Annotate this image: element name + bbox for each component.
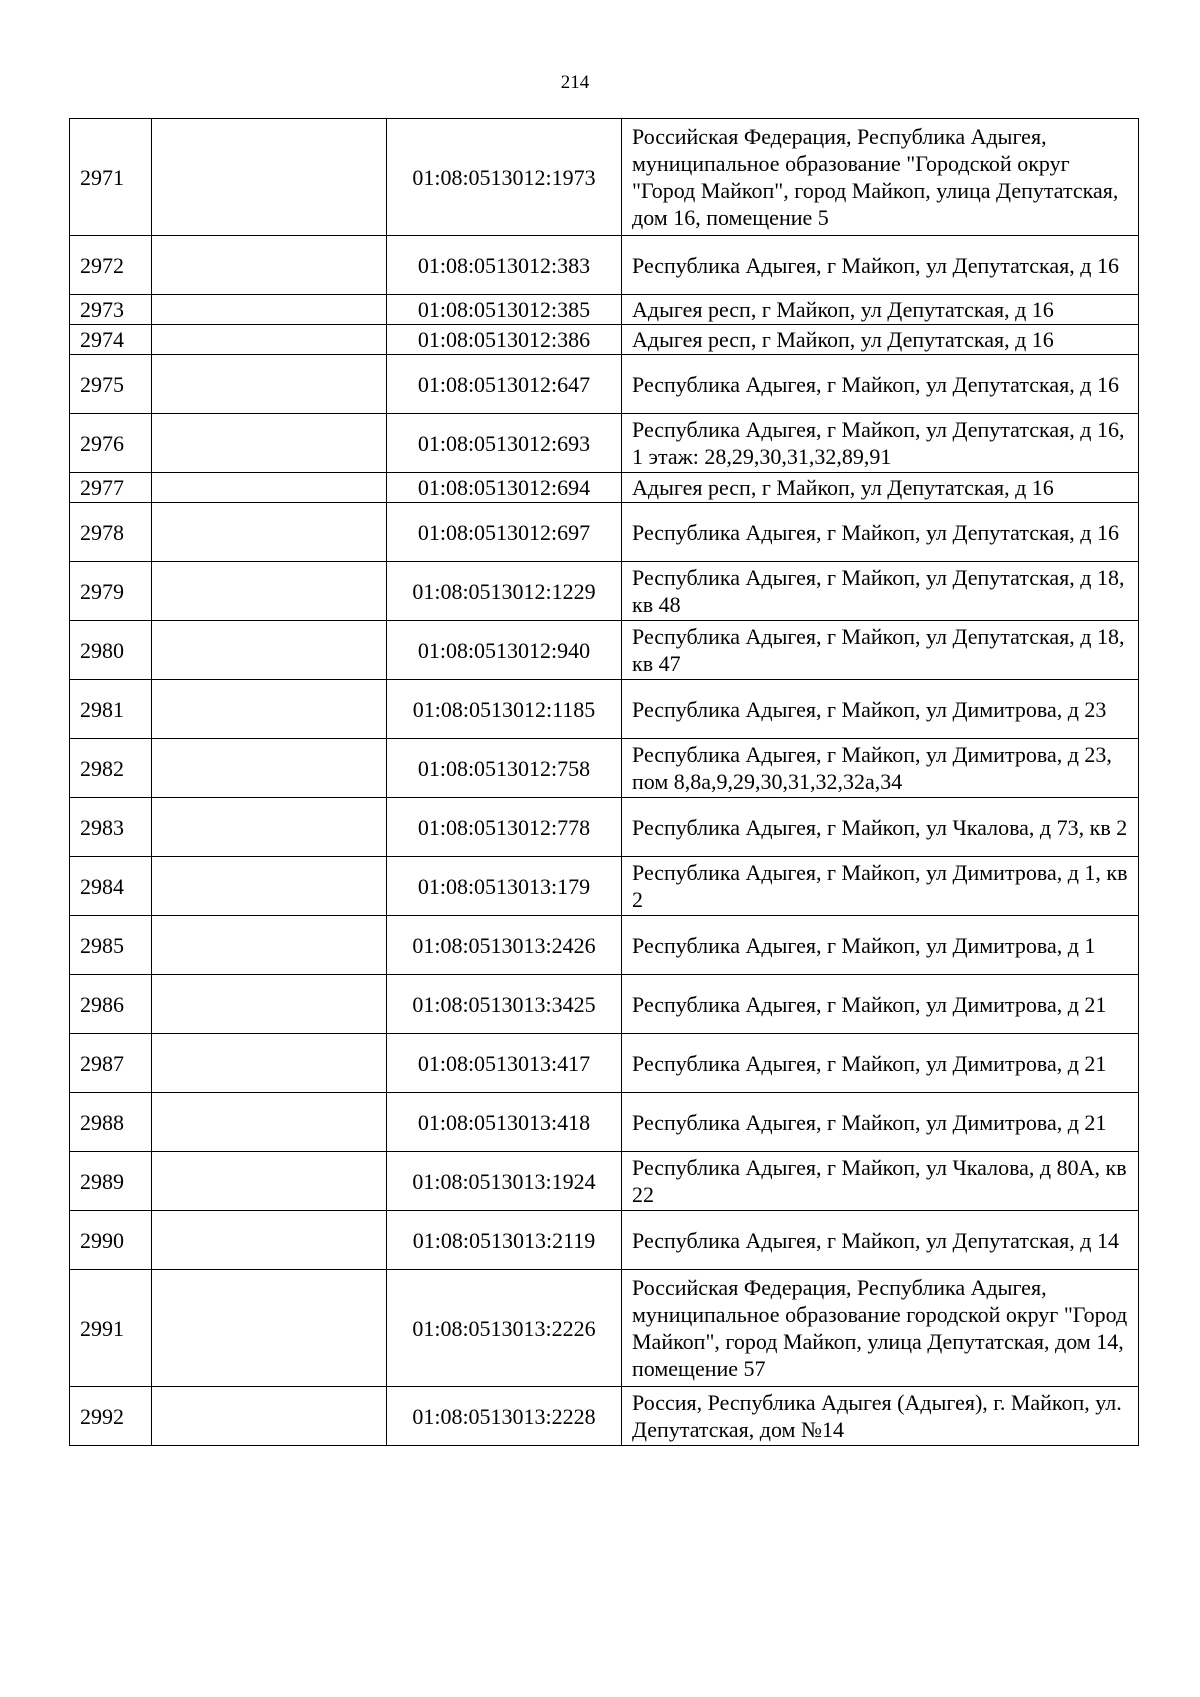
address: Адыгея респ, г Майкоп, ул Депутатская, д 16 [622,325,1139,355]
row-empty-cell [152,1093,387,1152]
cadastral-number: 01:08:0513013:2426 [387,916,622,975]
row-number: 2977 [70,473,152,503]
row-number: 2989 [70,1152,152,1211]
row-number: 2983 [70,798,152,857]
row-empty-cell [152,1034,387,1093]
table-row [70,680,1139,739]
row-empty-cell [152,1270,387,1387]
address: Республика Адыгея, г Майкоп, ул Депутатская, д 16 [622,355,1139,414]
table-row [70,798,1139,857]
row-number: 2980 [70,621,152,680]
row-empty-cell [152,325,387,355]
address: Республика Адыгея, г Майкоп, ул Димитрова, д 1, кв 2 [622,857,1139,916]
row-empty-cell [152,473,387,503]
page-number: 214 [560,72,590,93]
cadastral-number: 01:08:0513012:1973 [387,119,622,236]
row-number: 2988 [70,1093,152,1152]
cadastral-number: 01:08:0513013:3425 [387,975,622,1034]
cadastral-number: 01:08:0513013:2119 [387,1211,622,1270]
cadastral-number: 01:08:0513012:778 [387,798,622,857]
cadastral-number: 01:08:0513012:383 [387,236,622,295]
table-row [70,236,1139,295]
cadastral-number: 01:08:0513012:1185 [387,680,622,739]
row-number: 2974 [70,325,152,355]
cadastral-number: 01:08:0513013:1924 [387,1152,622,1211]
row-empty-cell [152,1152,387,1211]
address: Россия, Республика Адыгея (Адыгея), г. Майкоп, ул. Депутатская, дом №14 [622,1387,1139,1446]
row-empty-cell [152,798,387,857]
address: Республика Адыгея, г Майкоп, ул Димитрова, д 23, пом 8,8а,9,29,30,31,32,32а,34 [622,739,1139,798]
table-row [70,562,1139,621]
row-empty-cell [152,857,387,916]
row-number: 2987 [70,1034,152,1093]
table-row [70,414,1139,473]
cadastral-number: 01:08:0513013:417 [387,1034,622,1093]
row-number: 2973 [70,295,152,325]
row-empty-cell [152,975,387,1034]
address: Республика Адыгея, г Майкоп, ул Депутатская, д 16 [622,236,1139,295]
table-row [70,473,1139,503]
address: Республика Адыгея, г Майкоп, ул Депутатская, д 14 [622,1211,1139,1270]
row-empty-cell [152,739,387,798]
cadastral-number: 01:08:0513013:2226 [387,1270,622,1387]
registry-table-body [70,119,1139,1446]
table-row [70,1387,1139,1446]
table-row [70,295,1139,325]
table-row [70,1034,1139,1093]
row-number: 2990 [70,1211,152,1270]
row-number: 2991 [70,1270,152,1387]
row-number: 2979 [70,562,152,621]
address: Адыгея респ, г Майкоп, ул Депутатская, д 16 [622,473,1139,503]
address: Российская Федерация, Республика Адыгея, муниципальное образование "Городской округ "Город Майкоп", город Майкоп, улица Депутатская, дом 16, помещение 5 [622,119,1139,236]
table-row [70,1093,1139,1152]
table-row [70,1270,1139,1387]
row-empty-cell [152,1387,387,1446]
address: Республика Адыгея, г Майкоп, ул Димитрова, д 21 [622,975,1139,1034]
row-empty-cell [152,295,387,325]
cadastral-number: 01:08:0513012:385 [387,295,622,325]
table-row [70,1211,1139,1270]
address: Республика Адыгея, г Майкоп, ул Димитрова, д 1 [622,916,1139,975]
row-empty-cell [152,236,387,295]
table-row [70,975,1139,1034]
row-empty-cell [152,355,387,414]
table-row [70,916,1139,975]
row-number: 2984 [70,857,152,916]
row-number: 2976 [70,414,152,473]
table-row [70,503,1139,562]
cadastral-number: 01:08:0513012:386 [387,325,622,355]
cadastral-number: 01:08:0513012:694 [387,473,622,503]
row-number: 2985 [70,916,152,975]
row-empty-cell [152,680,387,739]
table-row [70,739,1139,798]
table-row [70,119,1139,236]
table-row [70,621,1139,680]
table-row [70,325,1139,355]
address: Республика Адыгея, г Майкоп, ул Депутатская, д 18, кв 48 [622,562,1139,621]
row-empty-cell [152,916,387,975]
cadastral-number: 01:08:0513012:693 [387,414,622,473]
cadastral-number: 01:08:0513012:940 [387,621,622,680]
cadastral-number: 01:08:0513012:697 [387,503,622,562]
row-number: 2982 [70,739,152,798]
address: Российская Федерация, Республика Адыгея, муниципальное образование городской округ "Город Майкоп", город Майкоп, улица Депутатская, дом 14, помещение 57 [622,1270,1139,1387]
row-empty-cell [152,119,387,236]
row-number: 2986 [70,975,152,1034]
cadastral-number: 01:08:0513013:418 [387,1093,622,1152]
cadastral-number: 01:08:0513013:2228 [387,1387,622,1446]
cadastral-number: 01:08:0513012:758 [387,739,622,798]
row-number: 2981 [70,680,152,739]
cadastral-number: 01:08:0513012:647 [387,355,622,414]
row-empty-cell [152,414,387,473]
address: Республика Адыгея, г Майкоп, ул Депутатская, д 18, кв 47 [622,621,1139,680]
address: Республика Адыгея, г Майкоп, ул Чкалова, д 80А, кв 22 [622,1152,1139,1211]
row-number: 2992 [70,1387,152,1446]
row-empty-cell [152,1211,387,1270]
address: Адыгея респ, г Майкоп, ул Депутатская, д 16 [622,295,1139,325]
row-empty-cell [152,621,387,680]
registry-table [69,118,1139,1446]
row-empty-cell [152,562,387,621]
row-number: 2975 [70,355,152,414]
row-number: 2971 [70,119,152,236]
table-row [70,1152,1139,1211]
cadastral-number: 01:08:0513012:1229 [387,562,622,621]
cadastral-number: 01:08:0513013:179 [387,857,622,916]
row-number: 2972 [70,236,152,295]
address: Республика Адыгея, г Майкоп, ул Депутатская, д 16, 1 этаж: 28,29,30,31,32,89,91 [622,414,1139,473]
address: Республика Адыгея, г Майкоп, ул Димитрова, д 21 [622,1093,1139,1152]
address: Республика Адыгея, г Майкоп, ул Димитрова, д 21 [622,1034,1139,1093]
table-row [70,857,1139,916]
address: Республика Адыгея, г Майкоп, ул Чкалова, д 73, кв 2 [622,798,1139,857]
table-row [70,355,1139,414]
address: Республика Адыгея, г Майкоп, ул Димитрова, д 23 [622,680,1139,739]
address: Республика Адыгея, г Майкоп, ул Депутатская, д 16 [622,503,1139,562]
row-empty-cell [152,503,387,562]
row-number: 2978 [70,503,152,562]
